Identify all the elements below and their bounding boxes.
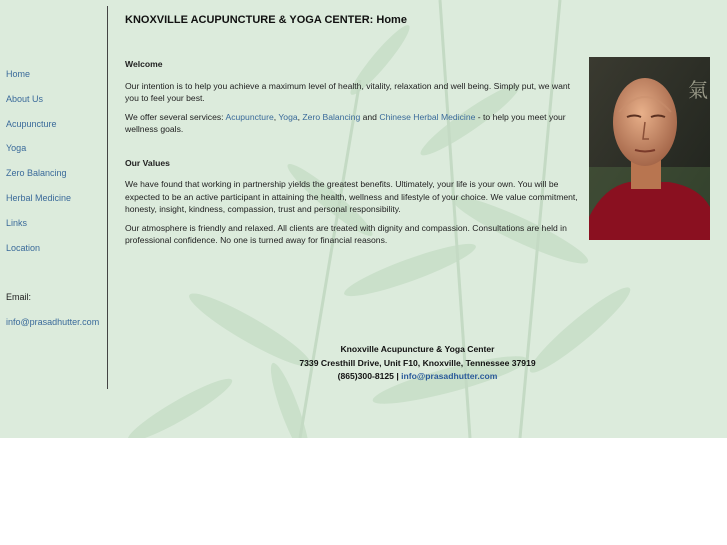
welcome-intro: Our intention is to help you achieve a maximum level of health, vitality, relaxation and well being. Simply put, we want you to feel your best. [125, 80, 571, 103]
main-content [125, 58, 585, 253]
welcome-heading: Welcome [125, 59, 163, 69]
page-title: KNOXVILLE ACUPUNCTURE & YOGA CENTER: Home [125, 14, 407, 26]
nav-acupuncture[interactable]: Acupuncture [6, 119, 57, 129]
services-separator: and [360, 111, 380, 122]
services-separator: , [273, 111, 279, 122]
services-prefix: We offer several services: [125, 111, 226, 122]
values-paragraph-2: Our atmosphere is friendly and relaxed. All clients are treated with dignity and compassion. Consultations are held in professional confidence. No one is turned away for financial reasons. [125, 222, 567, 245]
nav-herbal-medicine[interactable]: Herbal Medicine [6, 193, 72, 203]
sidebar-divider [107, 6, 108, 389]
services-separator: , [297, 111, 303, 122]
nav-zero-balancing[interactable]: Zero Balancing [6, 168, 67, 178]
nav-location[interactable]: Location [6, 243, 41, 253]
chinese-glyph: 氣 [688, 78, 708, 102]
nav-home[interactable]: Home [6, 69, 31, 79]
nav-about-us[interactable]: About Us [6, 94, 44, 104]
sidebar-email-link[interactable]: info@prasadhutter.com [6, 317, 100, 327]
footer-contact [125, 370, 710, 384]
service-link-herbal-medicine[interactable]: Chinese Herbal Medicine [379, 111, 476, 122]
footer-phone: (865)300-8125 [337, 371, 394, 381]
values-heading: Our Values [125, 157, 170, 168]
email-label: Email: [6, 292, 32, 302]
nav-links[interactable]: Links [6, 218, 28, 228]
values-paragraph-1: We have found that working in partnership yields the greatest benefits. Ultimately, your life is your own. You will be expected to be an active participant in attaining the health, wellness and lifestyle of your choice. We value commitment, honesty, insight, kindness, compassion, trust and personal responsibility. [125, 179, 578, 214]
nav-yoga[interactable]: Yoga [6, 143, 27, 153]
service-link-acupuncture[interactable]: Acupuncture [225, 111, 274, 122]
services-suffix: - to help you meet your wellness goals. [125, 111, 566, 134]
footer-business-name: Knoxville Acupuncture & Yoga Center [340, 344, 495, 354]
service-link-yoga[interactable]: Yoga [278, 111, 298, 122]
service-link-zero-balancing[interactable]: Zero Balancing [302, 111, 361, 122]
services-paragraph [125, 111, 585, 136]
footer [125, 343, 710, 384]
footer-email-link[interactable]: info@prasadhutter.com [401, 371, 498, 381]
footer-separator: | [393, 371, 402, 381]
footer-address: 7339 Cresthill Drive, Unit F10, Knoxville, Tennessee 37919 [299, 357, 536, 368]
practitioner-photo [589, 57, 710, 240]
